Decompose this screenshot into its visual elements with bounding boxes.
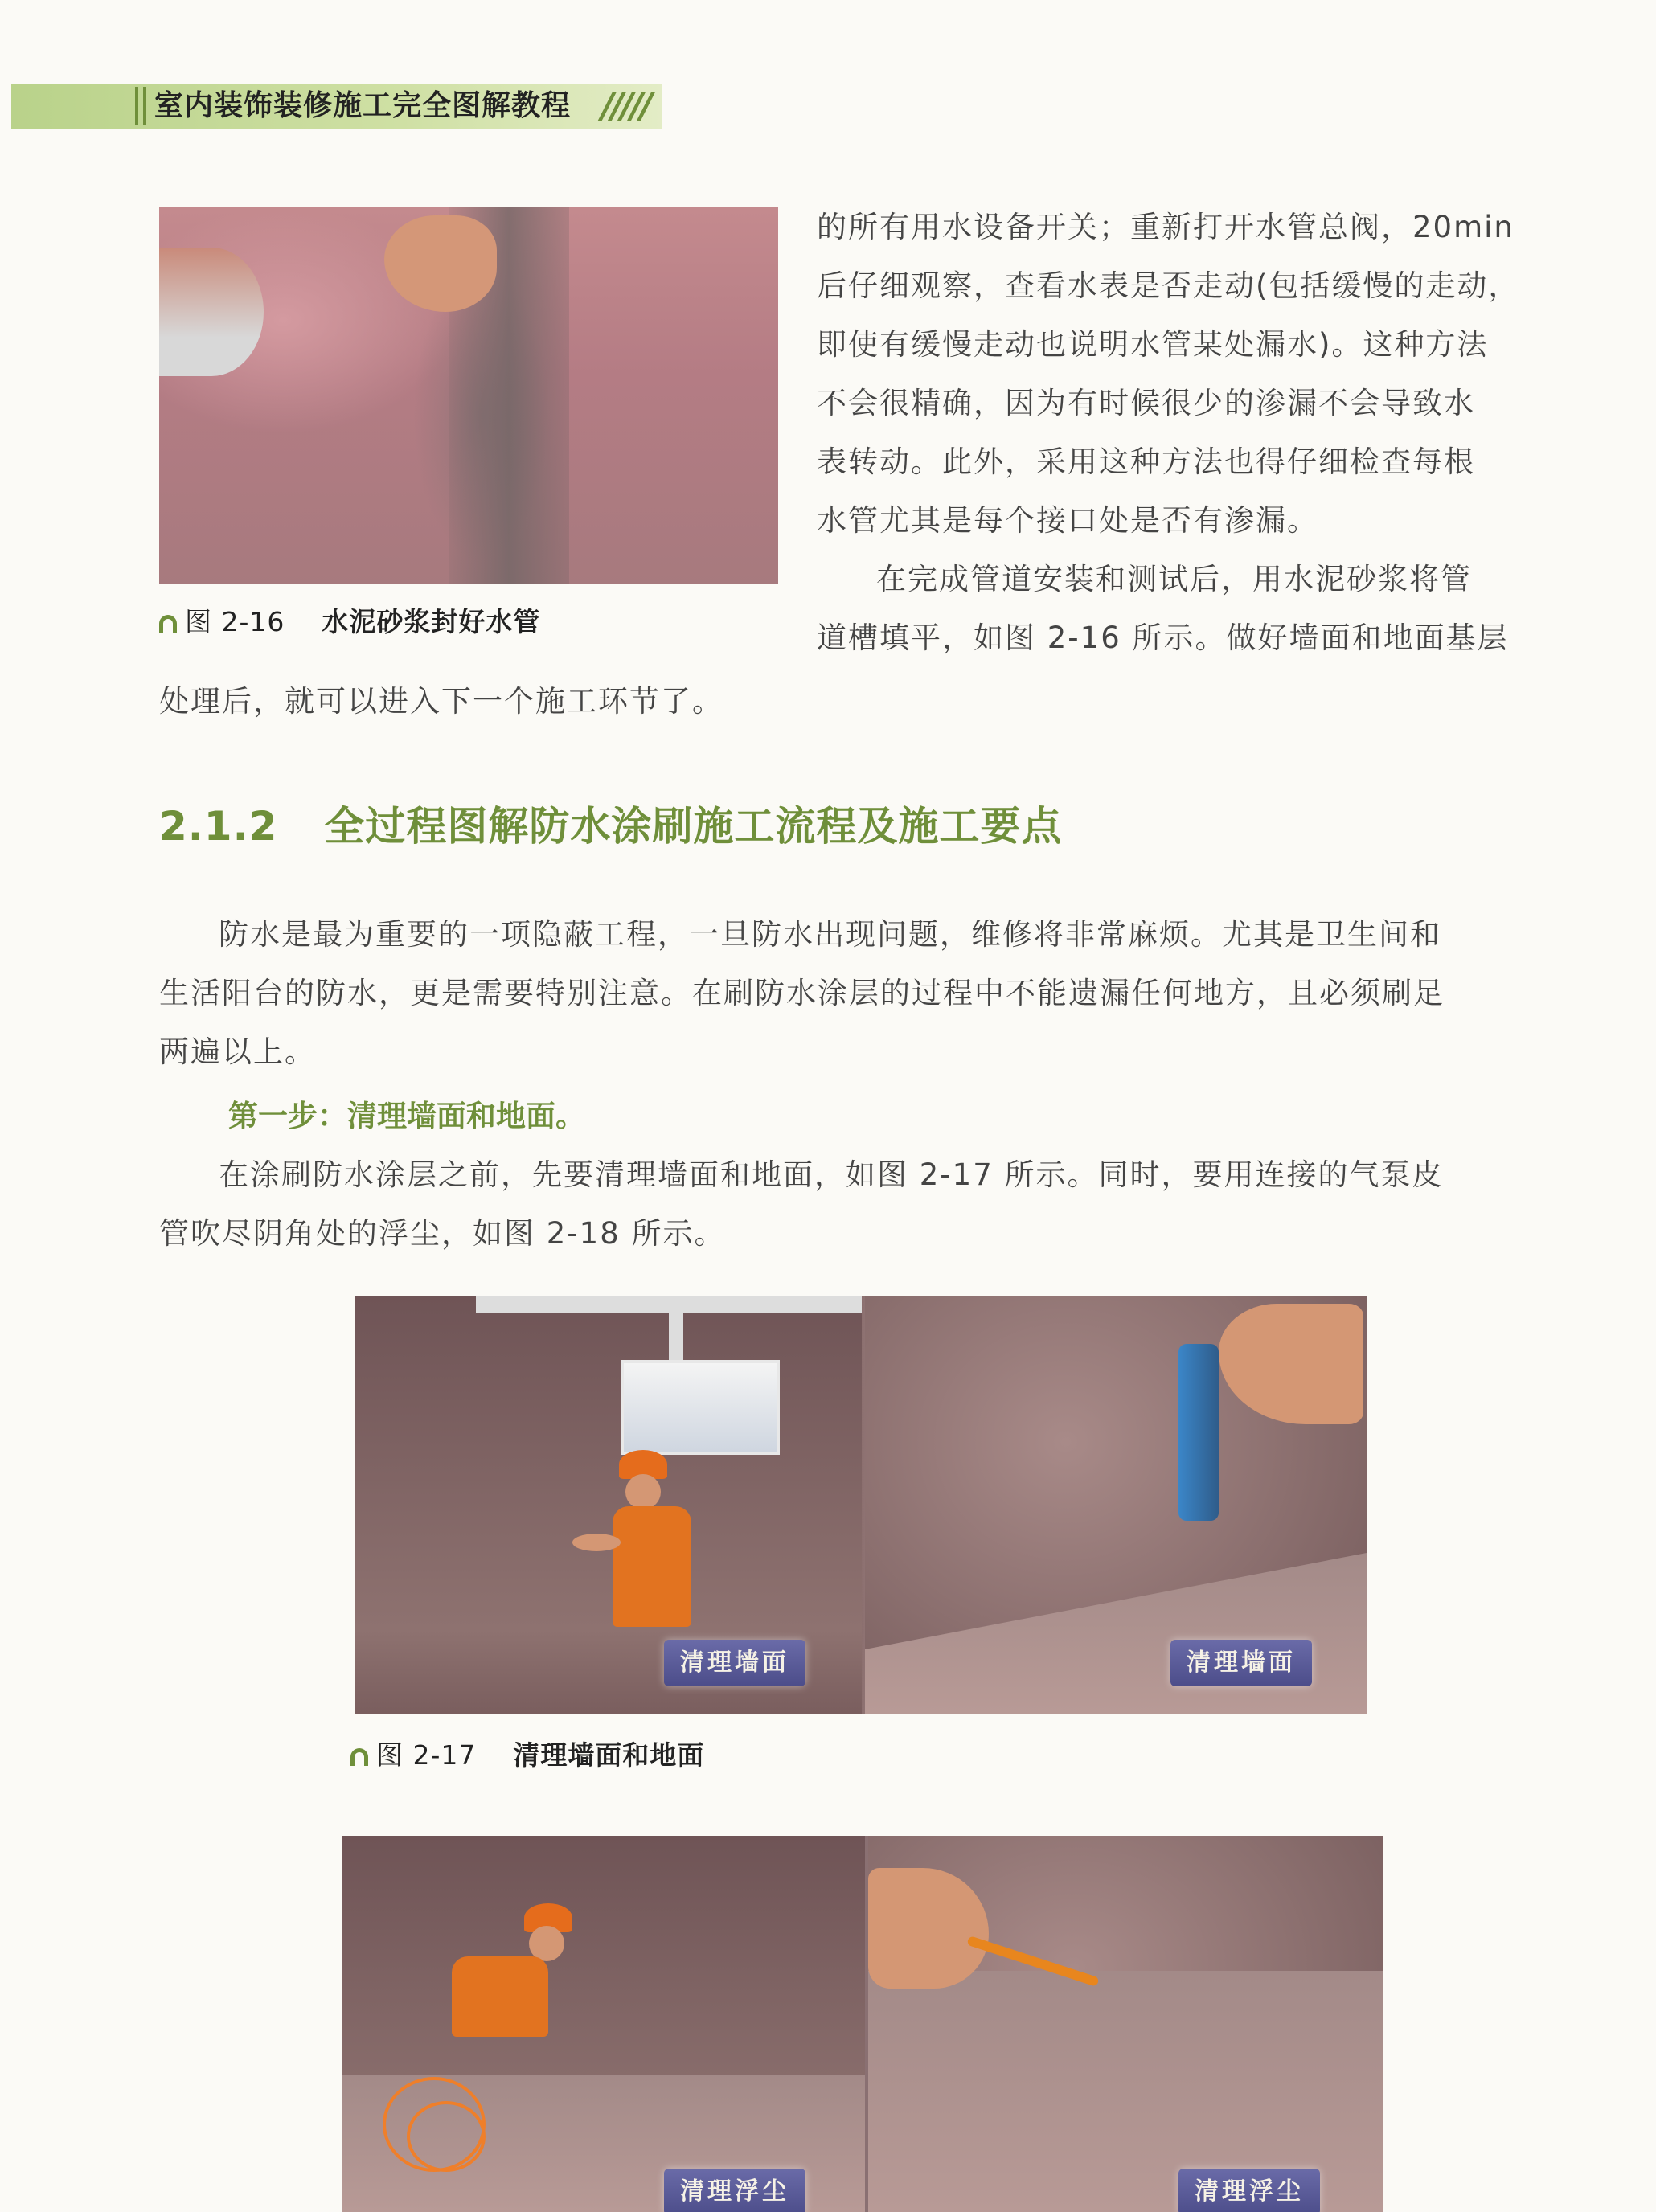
section-number: 2.1.2: [159, 803, 278, 850]
text-line: 管吹尽阴角处的浮尘，如图 2-18 所示。: [159, 1216, 726, 1251]
photo-worker-shirt: [452, 1956, 548, 2037]
photo-hand: [868, 1868, 989, 1989]
photo-floor: [865, 1553, 1367, 1714]
text-line: 防水是最为重要的一项隐蔽工程，一旦防水出现问题，维修将非常麻烦。尤其是卫生间和: [219, 917, 1441, 952]
photo-left-panel: [342, 1836, 865, 2212]
text-line: 的所有用水设备开关；重新打开水管总阀，20min: [817, 210, 1515, 244]
header-slashes-decoration: /////: [601, 85, 650, 126]
step-1-heading: 第一步：清理墙面和地面。: [228, 1099, 585, 1133]
photo-foot: [159, 248, 264, 376]
photo-hose: [407, 2101, 486, 2172]
text-line: 即使有缓慢走动也说明水管某处漏水)。这种方法: [817, 327, 1489, 362]
step-1-paragraph: [159, 1145, 1574, 1263]
text-line: 生活阳台的防水，更是需要特别注意。在刷防水涂层的过程中不能遗漏任何地方，且必须刷足: [159, 976, 1445, 1010]
intro-paragraph: [159, 905, 1574, 1081]
text-line: 在完成管道安装和测试后，用水泥砂浆将管: [876, 562, 1472, 596]
text-line: 两遍以上。: [159, 1034, 316, 1069]
text-line: 道槽填平，如图 2-16 所示。做好墙面和地面基层: [817, 621, 1509, 655]
photo-worker-face: [625, 1474, 661, 1509]
photo-pipe: [669, 1296, 683, 1360]
figure-2-17-caption: [350, 1735, 704, 1772]
header-bars-decoration: [135, 87, 146, 125]
figure-2-16-photo: [159, 207, 778, 584]
figure-number: 图 2-17: [376, 1739, 477, 1771]
figure-2-18-photo: [342, 1836, 1383, 2212]
photo-left-panel: [355, 1296, 862, 1714]
text-line: 在涂刷防水涂层之前，先要清理墙面和地面，如图 2-17 所示。同时，要用连接的气泵皮: [219, 1157, 1444, 1192]
figure-caption-icon: [350, 1748, 368, 1766]
photo-window: [621, 1360, 780, 1455]
figure-caption-text: 清理墙面和地面: [513, 1739, 705, 1771]
photo-worker-arm: [572, 1534, 621, 1551]
section-title-text: 全过程图解防水涂刷施工流程及施工要点: [324, 803, 1063, 850]
stamp-label: 清理浮尘: [1178, 2169, 1320, 2212]
figure-number: 图 2-16: [185, 606, 285, 637]
figure-caption-icon: [159, 615, 177, 633]
text-line: 不会很精确，因为有时候很少的渗漏不会导致水: [817, 386, 1475, 420]
photo-right-panel: [868, 1836, 1383, 2212]
running-header-title: 室内装饰装修施工完全图解教程: [154, 89, 572, 122]
photo-worker-shirt: [613, 1506, 691, 1627]
photo-hand: [384, 215, 497, 312]
figure-2-17-photo: [355, 1296, 1367, 1714]
stamp-label: 清理墙面: [1170, 1640, 1312, 1686]
section-heading: [159, 794, 1062, 852]
figure-caption-text: 水泥砂浆封好水管: [322, 606, 541, 637]
continuation-paragraph: [159, 672, 1574, 731]
figure-2-16-caption: [159, 601, 540, 639]
text-line: 水管尤其是每个接口处是否有渗漏。: [817, 503, 1318, 538]
photo-arm: [1219, 1304, 1363, 1424]
photo-right-panel: [865, 1296, 1367, 1714]
text-line: 表转动。此外，采用这种方法也得仔细检查每根: [817, 444, 1475, 479]
right-column-paragraph: [817, 198, 1564, 667]
photo-blower-nozzle: [1178, 1344, 1219, 1521]
stamp-label: 清理浮尘: [664, 2169, 805, 2212]
stamp-label: 清理墙面: [664, 1640, 805, 1686]
text-line: 后仔细观察，查看水表是否走动(包括缓慢的走动，: [817, 268, 1520, 303]
text-line: 处理后，就可以进入下一个施工环节了。: [159, 684, 723, 719]
